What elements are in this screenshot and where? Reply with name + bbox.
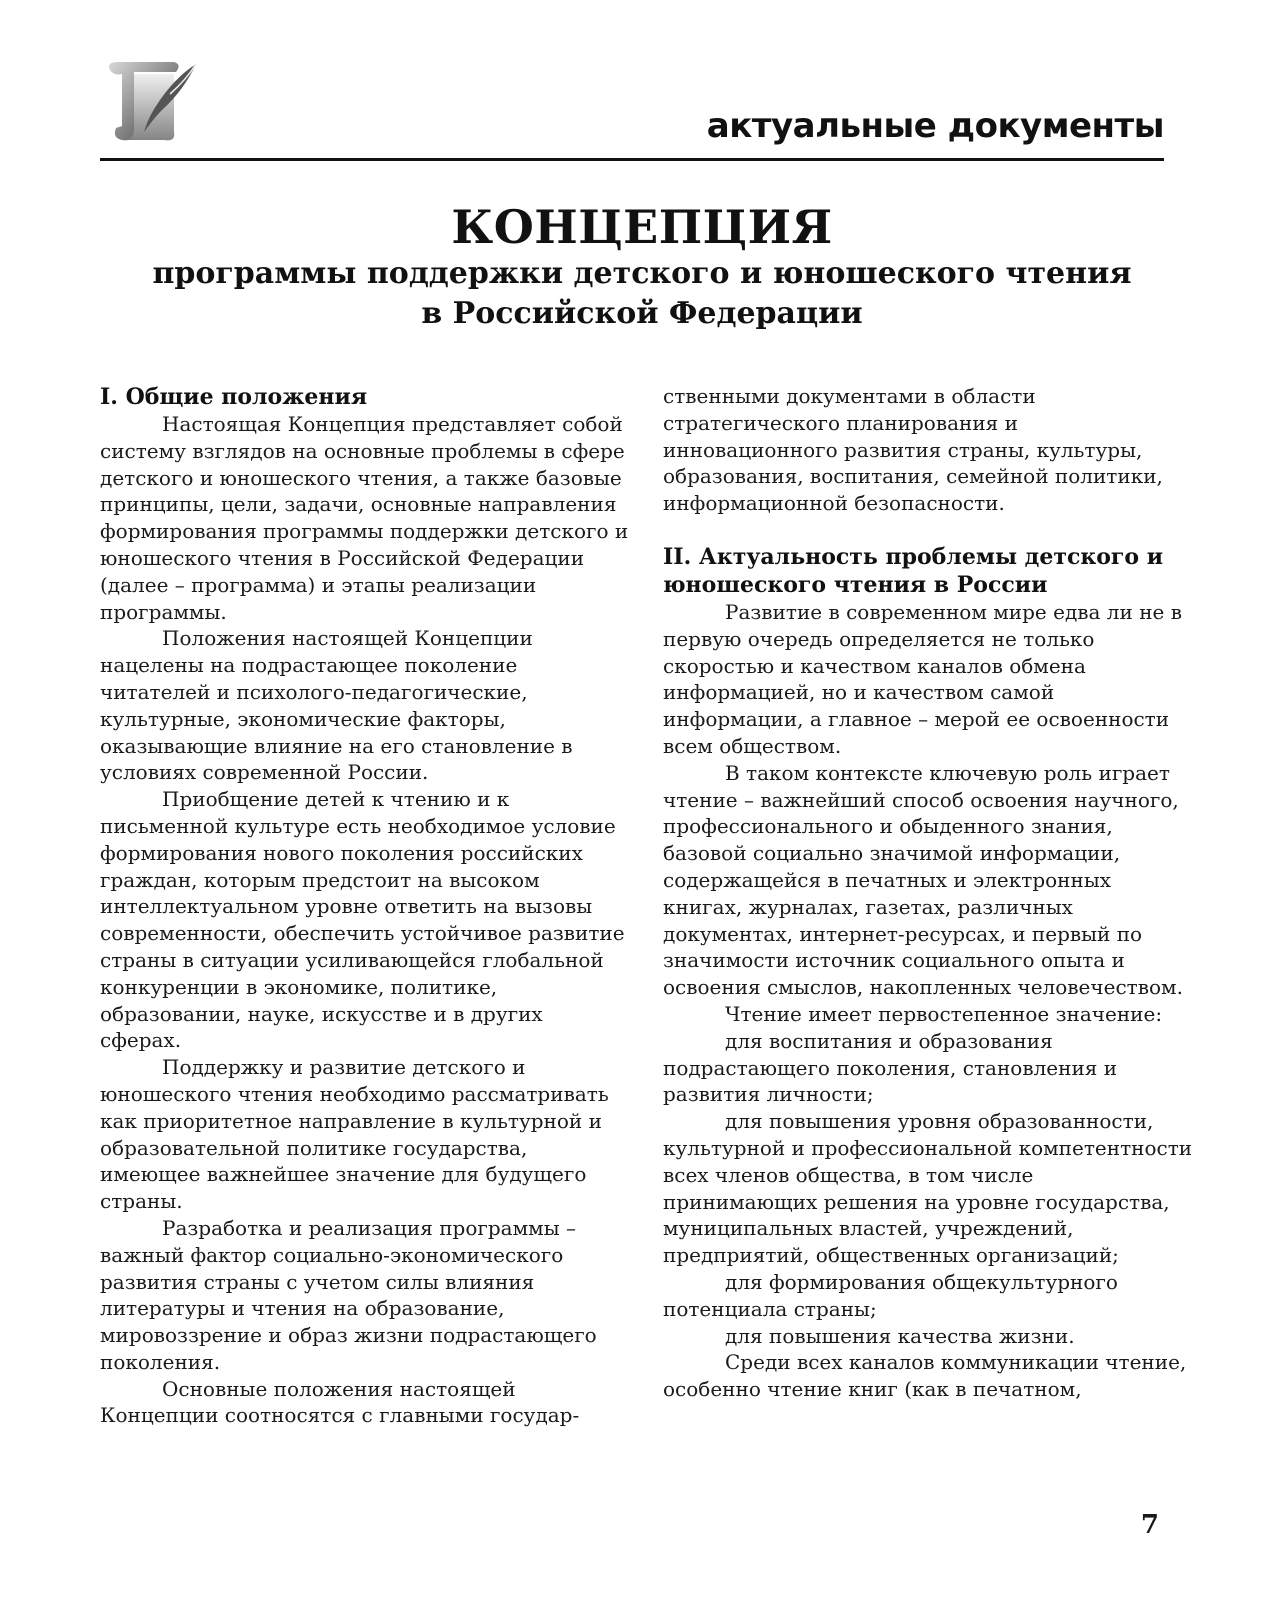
paragraph-continuation: ственными документами в области стратегического планирования и инновационного развития страны, культуры, образования, воспитания, семейной политики, информационной безопасности. xyxy=(663,384,1163,516)
subtitle-line-1: программы поддержки детского и юношеского чтения xyxy=(152,256,1132,291)
page-number: 7 xyxy=(1140,1510,1159,1540)
list-item: для повышения уровня образованности, культурной и профессиональной компетентности всех членов общества, в том числе принимающих решения на уровне государства, муниципальных властей, учреждений, предприятий, общественных организаций; xyxy=(663,1109,1193,1268)
paragraph: Среди всех каналов коммуникации чтение, особенно чтение книг (как в печатном, xyxy=(663,1350,1187,1402)
paragraph: Разработка и реализация программы – важный фактор социально-экономического развития страны с учетом силы влияния литературы и чтения на образование, мировоззрение и образ жизни подрастающего поколения. xyxy=(100,1215,597,1374)
scroll-quill-icon xyxy=(104,60,204,144)
paragraph: Чтение имеет первостепенное значение: xyxy=(725,1001,1163,1026)
right-column xyxy=(663,383,1193,1403)
paragraph: В таком контексте ключевую роль играет чтение – важнейший способ освоения научного, профессионального и обыденного знания, базовой социально значимой информации, содержащейся в печатных и электронных книгах, журналах, газетах, различных документах, интернет-ресурсах, и первый по значимости источник социального опыта и освоения смыслов, накопленных человечеством. xyxy=(663,760,1183,1000)
paragraph: Положения настоящей Концепции нацелены на подрастающее поколение читателей и психолого-педагогические, культурные, экономические факторы, оказывающие влияние на его становление в условиях современной России. xyxy=(100,626,573,785)
paragraph: Поддержку и развитие детского и юношеского чтения необходимо рассматривать как приоритетное направление в культурной и образовательной политике государства, имеющее важнейшее значение для будущего страны. xyxy=(100,1055,609,1214)
document-title: КОНЦЕПЦИЯ xyxy=(451,200,833,254)
paragraph: Настоящая Концепция представляет собой систему взглядов на основные проблемы в сфере детского и юношеского чтения, а также базовые принципы, цели, задачи, основные направления формирования программы поддержки детского и юношеского чтения в Российской Федерации (далее – программа) и этапы реализации программы. xyxy=(100,412,629,624)
section-1-heading: I. Общие положения xyxy=(100,384,368,410)
subtitle-line-2: в Российской Федерации xyxy=(421,296,863,331)
paragraph: Развитие в современном мире едва ли не в первую очередь определяется не только скоростью и качеством каналов обмена информацией, но и качеством самой информации, а главное – мерой ее освоенности всем обществом. xyxy=(663,599,1182,758)
section-label: актуальные документы xyxy=(706,106,1164,146)
header-rule xyxy=(100,158,1164,161)
paragraph-continued: Основные положения настоящей Концепции соотносятся с главными государ- xyxy=(100,1376,580,1428)
paragraph: Приобщение детей к чтению и к письменной культуре есть необходимое условие формирования нового поколения российских граждан, которым предстоит на высоком интеллектуальном уровне ответить на вызовы современности, обеспечить устойчивое развитие страны в ситуации усиливающейся глобальной конкуренции в экономике, политике, образовании, науке, искусстве и в других сферах. xyxy=(100,787,625,1053)
left-column xyxy=(100,383,630,1429)
list-item: для воспитания и образования подрастающего поколения, становления и развития личности; xyxy=(663,1028,1118,1107)
list-item: для формирования общекультурного потенциала страны; xyxy=(663,1269,1118,1321)
document-subtitle xyxy=(0,254,1284,334)
section-2-heading: II. Актуальность проблемы детского и юношеского чтения в России xyxy=(663,543,1164,598)
list-item: для повышения качества жизни. xyxy=(725,1323,1075,1348)
